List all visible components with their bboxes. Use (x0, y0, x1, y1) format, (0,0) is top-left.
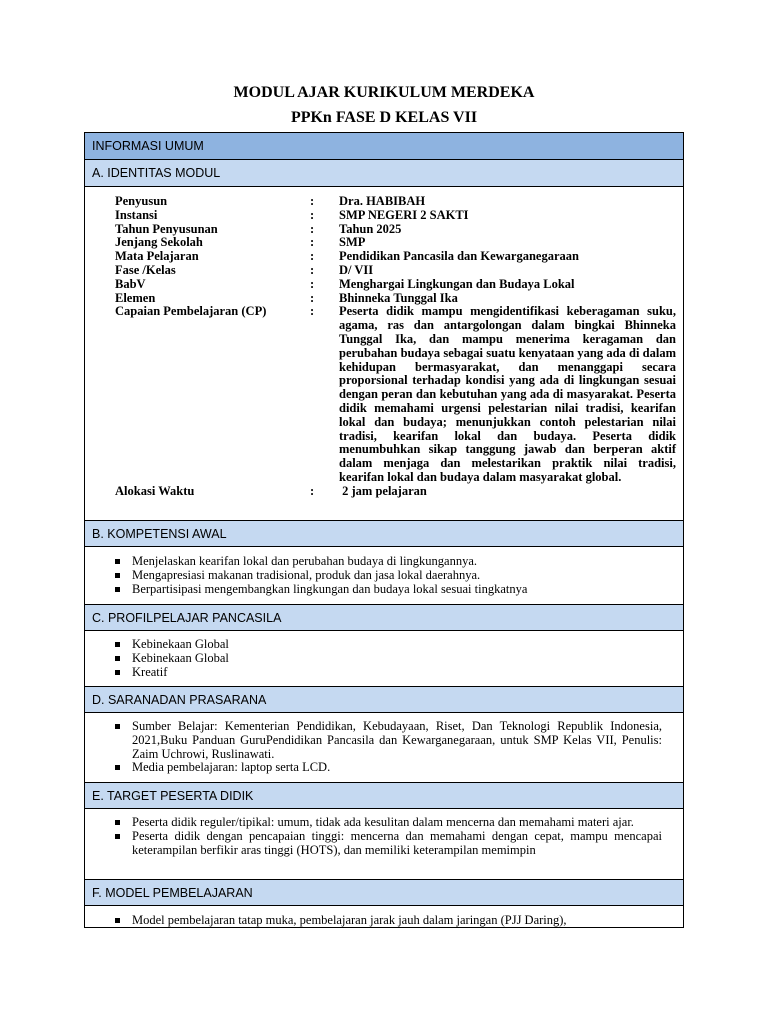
separator: : (310, 235, 315, 250)
separator: : (310, 304, 315, 319)
list-item (109, 652, 662, 666)
section-header-sarana-prasarana: D. SARANADAN PRASARANA (85, 686, 683, 713)
field-label: Mata Pelajaran (115, 249, 199, 264)
identitas-row (115, 264, 676, 278)
identitas-row (115, 278, 676, 292)
list-item (109, 816, 662, 830)
bullet-icon (115, 834, 120, 839)
list-item (109, 666, 662, 680)
kompetensi-list (109, 555, 662, 596)
identitas-table (115, 195, 676, 499)
field-value: Pendidikan Pancasila dan Kewarganegaraan (339, 249, 579, 264)
list-item-text: Peserta didik reguler/tipikal: umum, tidak ada kesulitan dalam mencerna dan memahami materi ajar. (132, 815, 634, 829)
list-item (109, 569, 662, 583)
list-item (109, 720, 662, 761)
field-label: Tahun Penyusunan (115, 221, 218, 236)
list-item (109, 638, 662, 652)
field-value: Dra. HABIBAH (339, 194, 426, 208)
field-value: Menghargai Lingkungan dan Budaya Lokal (339, 276, 575, 291)
list-item-text: Kebinekaan Global (132, 637, 229, 651)
model-list (109, 914, 662, 928)
field-label: Penyusun (115, 194, 168, 208)
identitas-row (115, 485, 676, 499)
identitas-row (115, 209, 676, 223)
field-value: D/ VII (339, 262, 374, 277)
bullet-icon (115, 656, 120, 661)
section-header-profil-pelajar: C. PROFILPELAJAR PANCASILA (85, 604, 683, 631)
section-header-informasi-umum: INFORMASI UMUM (85, 133, 683, 160)
field-value: SMP (339, 235, 366, 250)
document-title: MODUL AJAR KURIKULUM MERDEKA (233, 84, 535, 101)
bullet-icon (115, 559, 120, 564)
list-item-text: Media pembelajaran: laptop serta LCD. (132, 760, 331, 775)
bullet-icon (115, 820, 120, 825)
bullet-icon (115, 765, 120, 770)
list-item (109, 761, 662, 775)
list-item-text: Kreatif (132, 664, 168, 679)
list-item (109, 555, 662, 569)
field-label: Jenjang Sekolah (115, 235, 203, 250)
target-list (109, 816, 662, 857)
list-item-text: Berpartisipasi mengembangkan lingkungan dan budaya lokal sesuai tingkatnya (132, 581, 528, 596)
bullet-icon (115, 573, 120, 578)
field-label: BabV (115, 276, 146, 291)
separator: : (310, 290, 315, 305)
separator: : (310, 262, 315, 277)
list-item (109, 830, 662, 858)
list-item-text: Peserta didik dengan pencapaian tinggi: mencerna dan memahami dengan cepat, mampu mencapai keterampilan berfikir aras tinggi (HOTS), dan memiliki keterampilan memimpin (132, 828, 662, 857)
bullet-icon (115, 642, 120, 647)
field-label: Instansi (115, 207, 158, 222)
separator: : (310, 194, 315, 208)
section-header-model-pembelajaran: F. MODEL PEMBELAJARAN (85, 879, 683, 906)
field-value: Tahun 2025 (339, 221, 402, 236)
identitas-row (115, 292, 676, 306)
list-item-text: Menjelaskan kearifan lokal dan perubahan budaya di lingkungannya. (132, 554, 478, 568)
field-value: 2 jam pelajaran (339, 483, 427, 498)
field-label: Fase /Kelas (115, 262, 176, 277)
section-header-target-peserta-didik: E. TARGET PESERTA DIDIK (85, 782, 683, 809)
bullet-icon (115, 670, 120, 675)
section-header-kompetensi-awal: B. KOMPETENSI AWAL (85, 520, 683, 547)
identitas-row (115, 250, 676, 264)
list-item-text: Sumber Belajar: Kementerian Pendidikan, Kebudayaan, Riset, Dan Teknologi Republik Indonesia, 2021,Buku Panduan GuruPendidikan Pancasila dan Kewarganegaraan, untuk SMP Kelas VII, Penulis: Zaim Uchrowi, Ruslinawati. (132, 719, 662, 761)
sarana-list (109, 720, 662, 775)
field-label: Capaian Pembelajaran (CP) (115, 304, 267, 319)
list-item-text: Mengapresiasi makanan tradisional, produk dan jasa lokal daerahnya. (132, 567, 481, 582)
list-item-text: Kebinekaan Global (132, 650, 229, 665)
identitas-row (115, 223, 676, 237)
separator: : (310, 483, 315, 498)
identitas-row (115, 236, 676, 250)
module-table (84, 132, 684, 928)
separator: : (310, 221, 315, 236)
list-item-text: Model pembelajaran tatap muka, pembelajaran jarak jauh dalam jaringan (PJJ Daring), (132, 913, 567, 927)
separator: : (310, 207, 315, 222)
separator: : (310, 249, 315, 264)
bullet-icon (115, 724, 120, 729)
list-item (109, 914, 662, 928)
section-header-identitas: A. IDENTITAS MODUL (85, 160, 683, 187)
separator: : (310, 276, 315, 291)
bullet-icon (115, 587, 120, 592)
capaian-pembelajaran-text: Peserta didik mampu mengidentifikasi keberagaman suku, agama, ras dan antargolongan dalam bingkai Bhinneka Tunggal Ika, dan mampu menerima keragaman dan perubahan budaya sebagai suatu kenyataan yang ada di dalam kehidupan bermasyarakat, dan menanggapi secara proporsional terhadap kondisi yang ada di lingkungan sesuai dengan peran dan kebutuhan yang ada di masyarakat. Peserta didik memahami urgensi pelestarian nilai tradisi, kearifan lokal dan budaya; menunjukkan contoh pelestarian nilai tradisi, kearifan lokal dan budaya. Peserta didik menumbuhkan sikap tanggung jawab dan berperan aktif dalam menjaga dan melestarikan praktik nilai tradisi, kearifan lokal dan budaya dalam masyarakat global. (339, 304, 676, 484)
field-label: Alokasi Waktu (115, 483, 195, 498)
field-value: SMP NEGERI 2 SAKTI (339, 207, 469, 222)
identitas-row (115, 305, 676, 484)
field-label: Elemen (115, 290, 156, 305)
identitas-row (115, 195, 676, 209)
profil-list (109, 638, 662, 679)
list-item (109, 583, 662, 597)
document-subtitle: PPKn FASE D KELAS VII (290, 109, 478, 126)
field-value: Bhinneka Tunggal Ika (339, 290, 458, 305)
bullet-icon (115, 918, 120, 923)
